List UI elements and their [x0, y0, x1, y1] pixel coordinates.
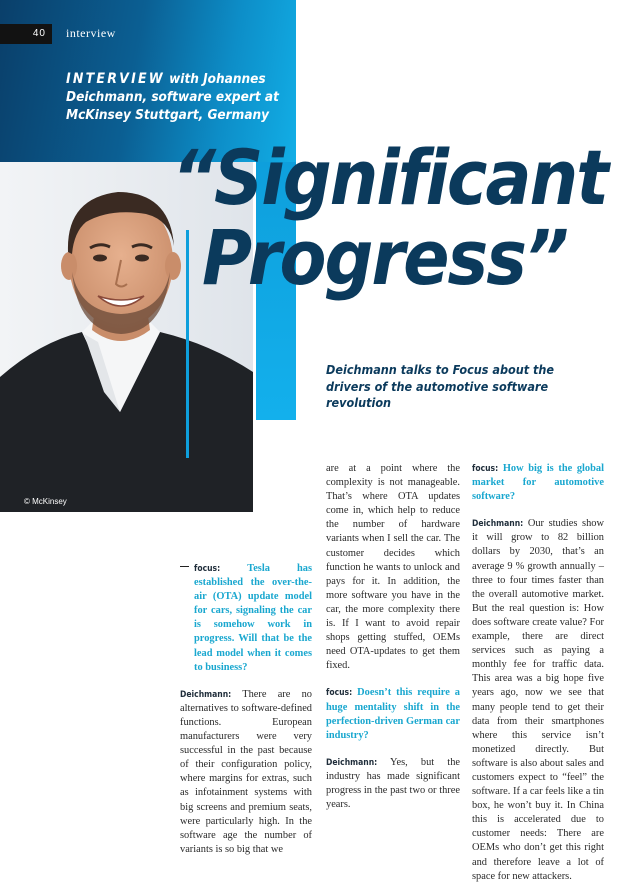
question-1 [180, 562, 312, 675]
answer-text: Yes, but the industry has made significant progress in the past two or three years. [326, 756, 460, 811]
question-text: How big is the global market for automotive software? [472, 463, 604, 503]
question-label: focus: [472, 464, 499, 474]
headline-line-2: Progress” [202, 213, 568, 302]
question-label: focus: [194, 564, 221, 574]
headline-line-1: “Significant [172, 133, 607, 222]
intro-kicker: INTERVIEW [66, 71, 165, 87]
answer-2 [326, 756, 460, 812]
page-number: 40 [0, 24, 52, 44]
headline [172, 133, 607, 302]
answer-1 [180, 688, 312, 857]
intro-text [66, 70, 286, 124]
body-column-3 [472, 462, 604, 884]
photo-credit: © McKinsey [24, 497, 67, 506]
question-text: Tesla has established the over-the-air (OTA) update model for cars, signaling the car is somehow work in progress. Will that be the lead model when it comes to business? [194, 563, 312, 673]
section-label: interview [66, 26, 116, 40]
question-3 [472, 462, 604, 504]
intro-body: with Johannes Deichmann, software expert at McKinsey Stuttgart, Germany [66, 71, 279, 123]
question-label: focus: [326, 688, 353, 699]
answer-text: There are no alternatives to software-defined functions. European manufacturers were very successful in the past because of their configuration policy, where margins for extras, such as infotainment systems with big screens and premium seats, were particularly high. In the software age the number of variants is so big that we [180, 688, 312, 855]
body-column-2 [326, 462, 460, 812]
answer-label: Deichmann: [180, 689, 232, 700]
body-column-1 [180, 562, 312, 857]
answer-text: Our studies show it will grow to 82 billion dollars by 2030, that’s an average 9 % growth annually – three to four times faster than the overall automotive market. But the real question is: How does software create value? For example, there are direct services such as paying a monthly fee for traffic data. This area was a big hope five years ago, now we see that many people tend to get their data from their smartphones where this service isn’t monetized directly. But software is also about sales and customers expect to “feel” the software. If a car feels like a tin box, he won’t buy it. In China this is accelerated due to customer needs: There are OEMs who don’t get this right and therefore leave a lot of space for new attackers. [472, 518, 604, 882]
question-2 [326, 686, 460, 742]
answer-label: Deichmann: [326, 757, 378, 768]
paragraph-continued: are at a point where the complexity is not manageable. That’s where OTA updates come in, which help to reduce the number of hardware variants when I sell the car. The customer decides which function he wants to unlock and pays for it. In addition, the more software you have in the car, the more complexity there is. If I want to avoid repair shops getting stuffed, OEMs need OTA-updates to get them fixed. [326, 463, 460, 672]
deck-subtitle: Deichmann talks to Focus about the drivers of the automotive software revolution [326, 362, 555, 410]
answer-label: Deichmann: [472, 519, 524, 530]
question-text: Doesn’t this require a huge mentality shift in the perfection-driven German car industry? [326, 687, 460, 741]
answer-3 [472, 517, 604, 883]
